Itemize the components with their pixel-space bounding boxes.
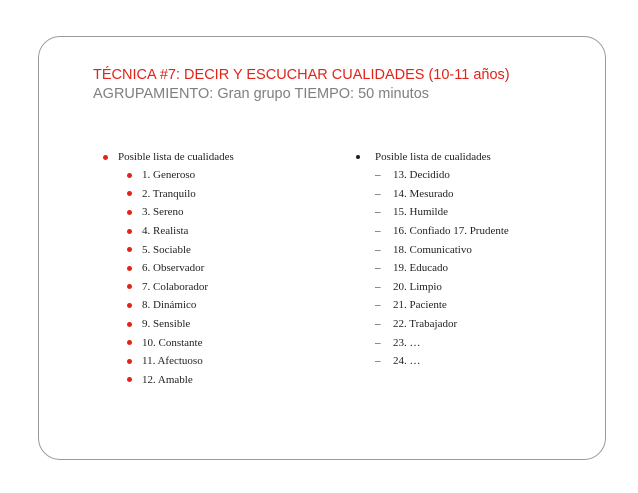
list-item-label: 18. Comunicativo bbox=[393, 243, 472, 256]
right-heading-text: Posible lista de cualidades bbox=[375, 151, 491, 163]
list-item bbox=[103, 185, 333, 204]
bullet-icon bbox=[127, 173, 132, 178]
left-heading-text: Posible lista de cualidades bbox=[118, 151, 234, 163]
slide-title: TÉCNICA #7: DECIR Y ESCUCHAR CUALIDADES (10-11 años) bbox=[93, 67, 510, 83]
right-list bbox=[355, 166, 595, 371]
list-item-label: 3. Sereno bbox=[142, 206, 184, 219]
list-item-label: 13. Decidido bbox=[393, 169, 450, 182]
list-item-label: 15. Humilde bbox=[393, 206, 448, 219]
dash-icon: – bbox=[375, 225, 381, 238]
dash-icon: – bbox=[375, 355, 381, 368]
dash-icon: – bbox=[375, 187, 381, 200]
list-item bbox=[355, 240, 595, 259]
list-item-label: 5. Sociable bbox=[142, 243, 191, 256]
bullet-icon bbox=[127, 266, 132, 271]
dash-icon: – bbox=[375, 318, 381, 331]
list-item-label: 8. Dinámico bbox=[142, 299, 197, 312]
list-item-label: 21. Paciente bbox=[393, 299, 447, 312]
list-item bbox=[355, 222, 595, 241]
list-item bbox=[103, 296, 333, 315]
list-item-label: 19. Educado bbox=[393, 262, 448, 275]
dash-icon: – bbox=[375, 206, 381, 219]
slide-subtitle: AGRUPAMIENTO: Gran grupo TIEMPO: 50 minutos bbox=[93, 86, 430, 102]
list-item-label: 11. Afectuoso bbox=[142, 355, 203, 368]
bullet-icon bbox=[127, 229, 132, 234]
list-item-label: 12. Amable bbox=[142, 373, 193, 386]
list-item bbox=[355, 333, 595, 352]
bullet-icon bbox=[127, 210, 132, 215]
list-item bbox=[355, 296, 595, 315]
list-item bbox=[355, 185, 595, 204]
bullet-icon bbox=[127, 303, 132, 308]
list-item bbox=[103, 203, 333, 222]
bullet-icon bbox=[127, 284, 132, 289]
bullet-icon bbox=[356, 155, 360, 159]
list-item bbox=[355, 315, 595, 334]
list-item-label: 9. Sensible bbox=[142, 318, 191, 331]
bullet-icon bbox=[103, 155, 108, 160]
list-item-label: 24. … bbox=[393, 355, 421, 368]
dash-icon: – bbox=[375, 262, 381, 275]
list-item bbox=[103, 259, 333, 278]
dash-icon: – bbox=[375, 243, 381, 256]
bullet-icon bbox=[127, 359, 132, 364]
bullet-icon bbox=[127, 322, 132, 327]
list-item-label: 22. Trabajador bbox=[393, 318, 458, 331]
dash-icon: – bbox=[375, 299, 381, 312]
list-item-label: 2. Tranquilo bbox=[142, 187, 196, 200]
list-item bbox=[103, 166, 333, 185]
dash-icon: – bbox=[375, 336, 381, 349]
bullet-icon bbox=[127, 340, 132, 345]
list-item-label: 1. Generoso bbox=[142, 169, 196, 182]
list-item bbox=[103, 371, 333, 390]
bullet-icon bbox=[127, 377, 132, 382]
bullet-icon bbox=[127, 191, 132, 196]
list-item bbox=[103, 352, 333, 371]
left-column bbox=[103, 148, 333, 389]
list-item-label: 4. Realista bbox=[142, 225, 189, 238]
list-item bbox=[103, 278, 333, 297]
list-item-label: 7. Colaborador bbox=[142, 280, 208, 293]
left-list-heading bbox=[103, 148, 333, 166]
list-item bbox=[355, 259, 595, 278]
list-item bbox=[355, 203, 595, 222]
list-item-label: 10. Constante bbox=[142, 336, 203, 349]
list-item-label: 20. Limpio bbox=[393, 280, 442, 293]
left-list bbox=[103, 166, 333, 389]
bullet-icon bbox=[127, 247, 132, 252]
list-item-label: 6. Observador bbox=[142, 262, 205, 275]
list-item-label: 14. Mesurado bbox=[393, 187, 454, 200]
dash-icon: – bbox=[375, 169, 381, 182]
list-item bbox=[103, 333, 333, 352]
list-item bbox=[355, 278, 595, 297]
list-item bbox=[355, 166, 595, 185]
list-item bbox=[103, 240, 333, 259]
list-item-label: 23. … bbox=[393, 336, 421, 349]
dash-icon: – bbox=[375, 280, 381, 293]
list-item-label: 16. Confiado 17. Prudente bbox=[393, 225, 509, 238]
right-list-heading bbox=[355, 148, 595, 166]
list-item bbox=[103, 222, 333, 241]
list-item bbox=[103, 315, 333, 334]
right-column bbox=[355, 148, 595, 371]
list-item bbox=[355, 352, 595, 371]
